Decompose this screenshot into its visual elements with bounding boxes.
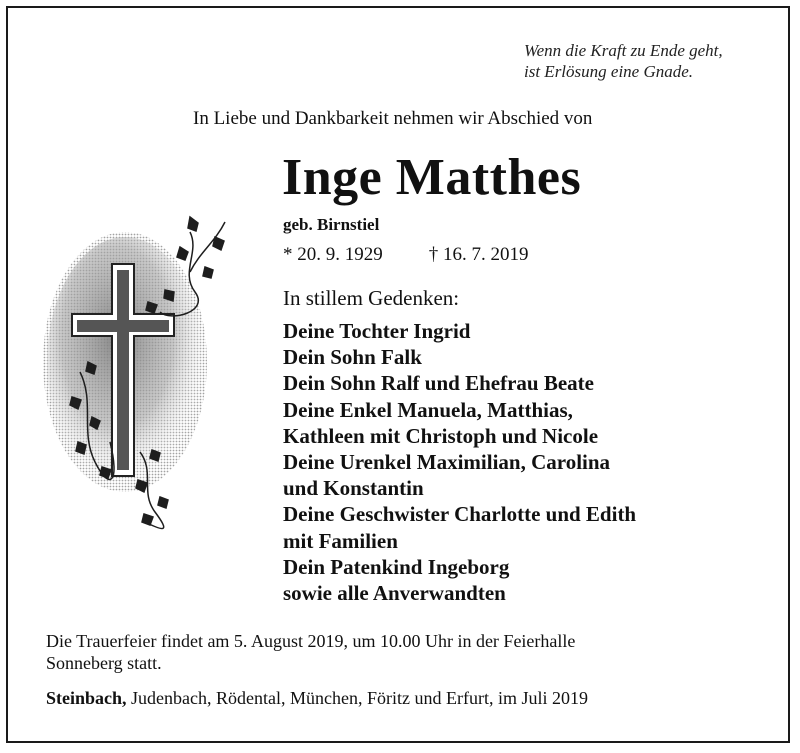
service-line-2: Sonneberg statt. xyxy=(46,653,162,673)
mourner-line: Deine Geschwister Charlotte und Edith xyxy=(283,502,637,527)
place-rest: Judenbach, Rödental, München, Föritz und Erfurt, im Juli 2019 xyxy=(126,688,588,708)
service-info xyxy=(46,630,575,674)
mourner-line: Dein Sohn Falk xyxy=(283,345,422,370)
mourner-line: und Konstantin xyxy=(283,476,424,501)
death-date: † 16. 7. 2019 xyxy=(428,244,529,265)
birth-date: * 20. 9. 1929 xyxy=(283,244,383,265)
place-town: Steinbach, xyxy=(46,688,127,708)
gedenken-heading: In stillem Gedenken: xyxy=(283,286,460,310)
mourner-line: Deine Urenkel Maximilian, Carolina xyxy=(283,450,611,475)
quote-line-1: Wenn die Kraft zu Ende geht, xyxy=(524,41,723,60)
quote-line-2: ist Erlösung eine Gnade. xyxy=(524,62,694,81)
mourners-list xyxy=(283,318,636,606)
mourner-line: Dein Sohn Ralf und Ehefrau Beate xyxy=(283,371,594,396)
mourner-line: Dein Patenkind Ingeborg xyxy=(283,554,510,579)
mourner-line: Kathleen mit Christoph und Nicole xyxy=(283,423,599,448)
life-dates xyxy=(283,244,529,266)
born-name: geb. Birnstiel xyxy=(283,215,380,234)
service-line-1: Die Trauerfeier findet am 5. August 2019, um 10.00 Uhr in der Feierhalle xyxy=(46,631,576,651)
mourner-line: sowie alle Anverwandten xyxy=(283,581,506,606)
mourner-line: Deine Enkel Manuela, Matthias, xyxy=(283,397,573,422)
quote xyxy=(524,40,723,82)
cross-with-ivy-icon xyxy=(40,212,240,542)
mourner-line: mit Familien xyxy=(283,528,398,553)
intro-text: In Liebe und Dankbarkeit nehmen wir Abschied von xyxy=(193,108,593,129)
place-date-line xyxy=(46,688,588,709)
deceased-name: Inge Matthes xyxy=(282,149,582,206)
mourner-line: Deine Tochter Ingrid xyxy=(283,319,471,343)
